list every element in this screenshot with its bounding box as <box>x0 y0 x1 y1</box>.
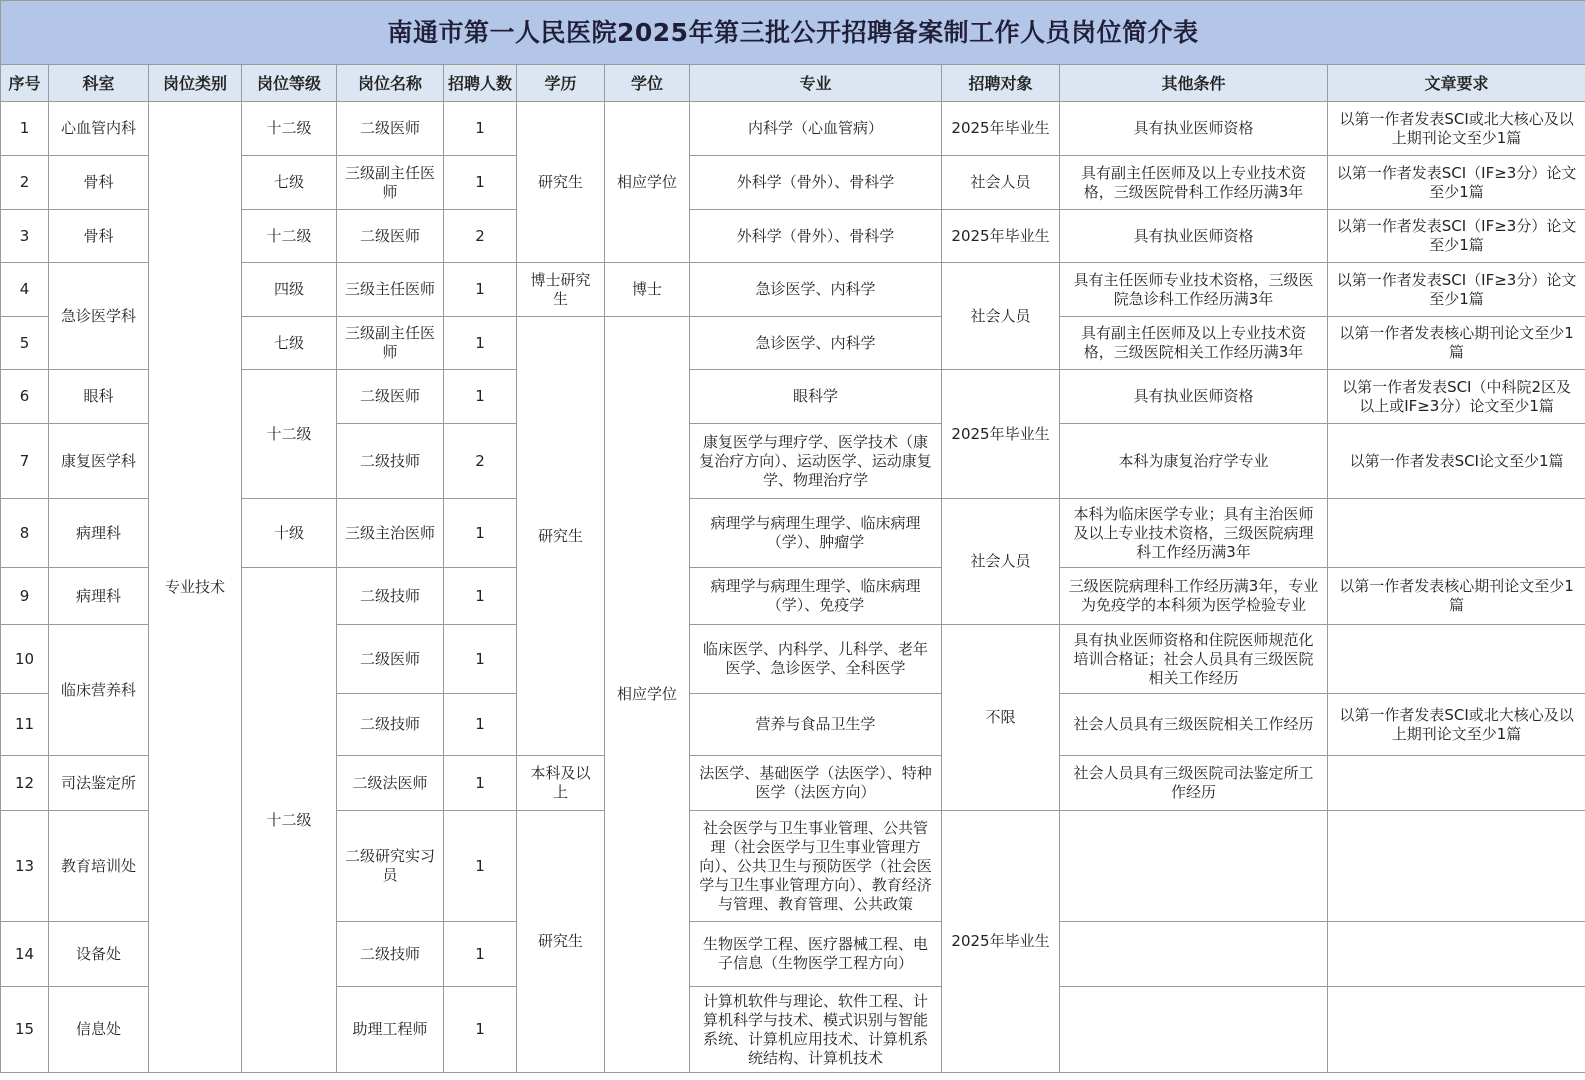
cell-count: 1 <box>444 694 517 756</box>
cell-other: 具有副主任医师及以上专业技术资格，三级医院相关工作经历满3年 <box>1060 317 1328 370</box>
cell-no: 10 <box>1 625 49 694</box>
cell-level: 十二级 <box>242 210 337 263</box>
cell-dept: 心血管内科 <box>49 102 149 156</box>
cell-no: 15 <box>1 987 49 1073</box>
cell-position: 二级医师 <box>337 210 444 263</box>
cell-dept: 病理科 <box>49 568 149 625</box>
cell-target: 不限 <box>942 625 1060 811</box>
cell-dept: 设备处 <box>49 922 149 987</box>
header-article: 文章要求 <box>1328 65 1585 102</box>
cell-degree: 相应学位 <box>605 317 690 1073</box>
cell-other: 本科为临床医学专业；具有主治医师及以上专业技术资格，三级医院病理科工作经历满3年 <box>1060 499 1328 568</box>
cell-other: 本科为康复治疗学专业 <box>1060 424 1328 499</box>
cell-position: 三级主任医师 <box>337 263 444 317</box>
cell-article: 以第一作者发表核心期刊论文至少1篇 <box>1328 317 1585 370</box>
cell-article: 以第一作者发表SCI（中科院2区及以上或IF≥3分）论文至少1篇 <box>1328 370 1585 424</box>
header-education: 学历 <box>517 65 605 102</box>
cell-position: 三级副主任医师 <box>337 317 444 370</box>
cell-position: 二级医师 <box>337 625 444 694</box>
cell-no: 1 <box>1 102 49 156</box>
cell-article: 以第一作者发表核心期刊论文至少1篇 <box>1328 568 1585 625</box>
cell-article: 以第一作者发表SCI或北大核心及以上期刊论文至少1篇 <box>1328 102 1585 156</box>
cell-major: 急诊医学、内科学 <box>690 263 942 317</box>
cell-no: 6 <box>1 370 49 424</box>
header-category: 岗位类别 <box>149 65 242 102</box>
cell-major: 营养与食品卫生学 <box>690 694 942 756</box>
cell-education: 研究生 <box>517 317 605 756</box>
cell-major: 外科学（骨外）、骨科学 <box>690 210 942 263</box>
header-degree: 学位 <box>605 65 690 102</box>
cell-count: 1 <box>444 756 517 811</box>
cell-other: 具有主任医师专业技术资格，三级医院急诊科工作经历满3年 <box>1060 263 1328 317</box>
cell-article: 以第一作者发表SCI（IF≥3分）论文至少1篇 <box>1328 263 1585 317</box>
cell-level: 四级 <box>242 263 337 317</box>
cell-other: 社会人员具有三级医院相关工作经历 <box>1060 694 1328 756</box>
cell-target: 社会人员 <box>942 263 1060 370</box>
cell-category: 专业技术 <box>149 102 242 1073</box>
header-other: 其他条件 <box>1060 65 1328 102</box>
header-position: 岗位名称 <box>337 65 444 102</box>
cell-no: 5 <box>1 317 49 370</box>
cell-level: 七级 <box>242 317 337 370</box>
header-row <box>1 65 1585 102</box>
cell-count: 1 <box>444 370 517 424</box>
table-title: 南通市第一人民医院2025年第三批公开招聘备案制工作人员岗位简介表 <box>1 1 1585 65</box>
cell-article <box>1328 756 1585 811</box>
cell-dept: 骨科 <box>49 210 149 263</box>
cell-other: 具有执业医师资格 <box>1060 370 1328 424</box>
cell-no: 3 <box>1 210 49 263</box>
cell-count: 1 <box>444 156 517 210</box>
cell-no: 9 <box>1 568 49 625</box>
cell-target: 2025年毕业生 <box>942 210 1060 263</box>
cell-other <box>1060 811 1328 922</box>
header-dept: 科室 <box>49 65 149 102</box>
cell-position: 二级法医师 <box>337 756 444 811</box>
cell-degree: 相应学位 <box>605 102 690 263</box>
cell-no: 12 <box>1 756 49 811</box>
cell-education: 研究生 <box>517 102 605 263</box>
cell-count: 1 <box>444 317 517 370</box>
cell-major: 临床医学、内科学、儿科学、老年医学、急诊医学、全科医学 <box>690 625 942 694</box>
cell-article <box>1328 811 1585 922</box>
cell-position: 二级医师 <box>337 102 444 156</box>
header-target: 招聘对象 <box>942 65 1060 102</box>
cell-other <box>1060 922 1328 987</box>
header-no: 序号 <box>1 65 49 102</box>
cell-major: 康复医学与理疗学、医学技术（康复治疗方向）、运动医学、运动康复学、物理治疗学 <box>690 424 942 499</box>
cell-article: 以第一作者发表SCI或北大核心及以上期刊论文至少1篇 <box>1328 694 1585 756</box>
cell-level: 十级 <box>242 499 337 568</box>
cell-other: 具有副主任医师及以上专业技术资格，三级医院骨科工作经历满3年 <box>1060 156 1328 210</box>
cell-major: 计算机软件与理论、软件工程、计算机科学与技术、模式识别与智能系统、计算机应用技术、计算机系统结构、计算机技术 <box>690 987 942 1073</box>
cell-major: 内科学（心血管病） <box>690 102 942 156</box>
cell-dept: 病理科 <box>49 499 149 568</box>
cell-other: 具有执业医师资格 <box>1060 102 1328 156</box>
cell-no: 4 <box>1 263 49 317</box>
cell-count: 2 <box>444 424 517 499</box>
cell-major: 外科学（骨外）、骨科学 <box>690 156 942 210</box>
cell-article <box>1328 987 1585 1073</box>
cell-position: 二级技师 <box>337 568 444 625</box>
cell-no: 13 <box>1 811 49 922</box>
cell-position: 二级技师 <box>337 424 444 499</box>
cell-major: 病理学与病理生理学、临床病理（学）、免疫学 <box>690 568 942 625</box>
cell-count: 1 <box>444 922 517 987</box>
cell-count: 1 <box>444 987 517 1073</box>
cell-no: 8 <box>1 499 49 568</box>
cell-article <box>1328 625 1585 694</box>
header-count: 招聘人数 <box>444 65 517 102</box>
header-level: 岗位等级 <box>242 65 337 102</box>
cell-other: 具有执业医师资格 <box>1060 210 1328 263</box>
cell-major: 社会医学与卫生事业管理、公共管理（社会医学与卫生事业管理方向）、公共卫生与预防医学（社会医学与卫生事业管理方向）、教育经济与管理、教育管理、公共政策 <box>690 811 942 922</box>
cell-level: 十二级 <box>242 568 337 1073</box>
cell-count: 1 <box>444 499 517 568</box>
cell-target: 2025年毕业生 <box>942 102 1060 156</box>
cell-other <box>1060 987 1328 1073</box>
cell-dept: 眼科 <box>49 370 149 424</box>
cell-other: 社会人员具有三级医院司法鉴定所工作经历 <box>1060 756 1328 811</box>
cell-target: 社会人员 <box>942 156 1060 210</box>
cell-dept: 信息处 <box>49 987 149 1073</box>
cell-count: 1 <box>444 625 517 694</box>
cell-position: 二级技师 <box>337 694 444 756</box>
cell-major: 生物医学工程、医疗器械工程、电子信息（生物医学工程方向） <box>690 922 942 987</box>
cell-dept: 司法鉴定所 <box>49 756 149 811</box>
cell-count: 1 <box>444 811 517 922</box>
cell-dept: 急诊医学科 <box>49 263 149 370</box>
table-row <box>1 102 1585 156</box>
cell-dept: 教育培训处 <box>49 811 149 922</box>
cell-level: 十二级 <box>242 102 337 156</box>
cell-count: 2 <box>444 210 517 263</box>
cell-major: 眼科学 <box>690 370 942 424</box>
cell-position: 三级主治医师 <box>337 499 444 568</box>
cell-position: 二级研究实习员 <box>337 811 444 922</box>
cell-position: 助理工程师 <box>337 987 444 1073</box>
cell-position: 二级技师 <box>337 922 444 987</box>
cell-major: 法医学、基础医学（法医学）、特种医学（法医方向） <box>690 756 942 811</box>
cell-other: 具有执业医师资格和住院医师规范化培训合格证；社会人员具有三级医院相关工作经历 <box>1060 625 1328 694</box>
cell-target: 社会人员 <box>942 499 1060 625</box>
cell-article: 以第一作者发表SCI论文至少1篇 <box>1328 424 1585 499</box>
cell-major: 急诊医学、内科学 <box>690 317 942 370</box>
title-row <box>1 1 1585 65</box>
cell-position: 三级副主任医师 <box>337 156 444 210</box>
cell-dept: 骨科 <box>49 156 149 210</box>
cell-target: 2025年毕业生 <box>942 370 1060 499</box>
cell-degree: 博士 <box>605 263 690 317</box>
cell-education: 本科及以上 <box>517 756 605 811</box>
cell-no: 14 <box>1 922 49 987</box>
cell-level: 十二级 <box>242 370 337 499</box>
cell-major: 病理学与病理生理学、临床病理（学）、肿瘤学 <box>690 499 942 568</box>
cell-education: 博士研究生 <box>517 263 605 317</box>
header-major: 专业 <box>690 65 942 102</box>
cell-count: 1 <box>444 263 517 317</box>
cell-dept: 临床营养科 <box>49 625 149 756</box>
cell-level: 七级 <box>242 156 337 210</box>
cell-article: 以第一作者发表SCI（IF≥3分）论文至少1篇 <box>1328 210 1585 263</box>
cell-no: 11 <box>1 694 49 756</box>
cell-count: 1 <box>444 102 517 156</box>
cell-target: 2025年毕业生 <box>942 811 1060 1073</box>
cell-article <box>1328 499 1585 568</box>
cell-education: 研究生 <box>517 811 605 1073</box>
cell-other: 三级医院病理科工作经历满3年，专业为免疫学的本科须为医学检验专业 <box>1060 568 1328 625</box>
cell-article: 以第一作者发表SCI（IF≥3分）论文至少1篇 <box>1328 156 1585 210</box>
cell-no: 7 <box>1 424 49 499</box>
cell-count: 1 <box>444 568 517 625</box>
cell-position: 二级医师 <box>337 370 444 424</box>
cell-no: 2 <box>1 156 49 210</box>
cell-dept: 康复医学科 <box>49 424 149 499</box>
cell-article <box>1328 922 1585 987</box>
